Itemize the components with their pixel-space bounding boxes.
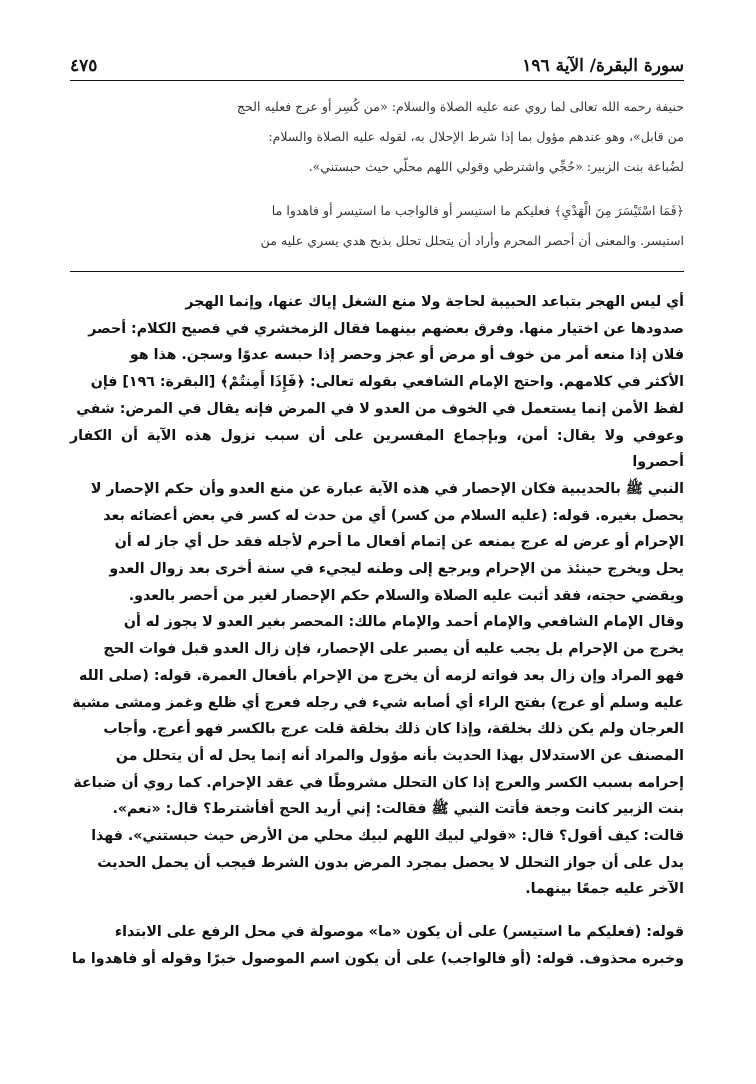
keyword-qawluhu: قوله: (552, 507, 591, 524)
upper-line: من قابل»، وهو عندهم مؤول بما إذا شرط الإحلال به، لقوله عليه الصلاة والسلام: (268, 129, 684, 144)
text-line: يخرج من الإحرام بل يجب عليه أن يصبر على الإحصار، فإن زال العدو قبل فوات الحج (103, 641, 684, 658)
page-number: ٤٧٥ (70, 56, 98, 76)
running-title: سورة البقرة/ الآية ١٩٦ (522, 56, 684, 76)
text-line: يدل على أن جواز التحلل لا يحصل بمجرد المرض بدون الشرط فيجب أن يحمل الحديث (97, 854, 684, 871)
text-line: يحصل بغيره. قوله: (عليه السلام من كسر) أي من حدث له كسر في بعض أعضائه بعد (103, 507, 684, 524)
text-line: النبي ﷺ بالحديبية فكان الإحصار في هذه الآية عبارة عن منع العدو وأن حكم الإحصار لا (90, 480, 684, 497)
upper-line: لضُباعة بنت الزبير: «حُجِّي واشترطي وقولي اللهم محلّي حيث حبستني». (308, 159, 684, 174)
text-line: أي ليس الهجر بتباعد الحبيبة لحاجة ولا منع الشغل إياك عنها، وإنما الهجر (185, 294, 684, 310)
text-line: فلان إذا منعه أمر من خوف أو مرض أو عجز وحصر إذا حبسه عدوًا وسجن. هذا هو (129, 347, 684, 364)
upper-text-block (70, 92, 684, 256)
page-header (70, 46, 684, 76)
text-line: صدودها عن اختيار منها. وفرق بعضهم بينهما فقال الزمخشري في فصيح الكلام: أحصر (88, 320, 684, 337)
keyword-qawluhu: قوله: (646, 924, 684, 941)
text-line: قالت: كيف أقول؟ قال: «قولي لبيك اللهم لبيك محلي من الأرض حيث حبستني». فهذا (91, 828, 684, 845)
text-line: لفظ الأمن إنما يستعمل في الخوف من العدو لا في المرض فإنه يقال في المرض: شفي (76, 400, 684, 417)
text-line: وعوفي ولا يقال: أمن، وبإجماع المفسرين على أن سبب نزول هذه الآية أن الكفار أحصروا (70, 427, 684, 471)
text-line: ويقضي حجته، فقد أثبت عليه الصلاة والسلام حكم الإحصار لغير من أحصر بالعدو. (128, 587, 684, 604)
keyword-qawluhu: قوله: (153, 667, 192, 684)
text-line: وقال الإمام الشافعي والإمام أحمد والإمام مالك: المحصر بغير العدو لا يجوز له أن (123, 614, 684, 631)
section-divider (70, 271, 684, 272)
text-line: يحل ويخرج حينئذ من الإحرام ويرجع إلى وطنه ليجيء في سنة أخرى بعد زوال العدو (109, 561, 684, 578)
text-line: الآخر عليه جمعًا بينهما. (525, 881, 684, 898)
text-line: بنت الزبير كانت وجعة فأتت النبي ﷺ فقالت: إني أريد الحج أفأشترط؟ قال: «نعم». (112, 801, 684, 818)
text-line: عليه وسلم أو عرج) بفتح الراء أي أصابه شيء في رجله فعرج أي ظلع وغمز ومشى مشية (72, 694, 684, 711)
upper-line: استيسر. والمعنى أن أحصر المحرم وأراد أن يتحلل تحلل بذبح هدي يسري عليه من (260, 233, 684, 248)
text-line: وخبره محذوف. قوله: (أو فالواجب) على أن يكون اسم الموصول خبرًا وقوله أو فاهدوا ما (71, 950, 684, 967)
header-rule (70, 80, 684, 81)
text-line: فهو المراد وإن زال بعد فواته لزمه أن يخرج من الإحرام بأفعال العمرة. قوله: (صلى الله (78, 667, 684, 684)
upper-line: حنيفة رحمه الله تعالى لما روي عنه عليه الصلاة والسلام: «من كُسِر أو عرج فعليه الحج (236, 99, 684, 114)
text-line: الأكثر في كلامهم. واحتج الإمام الشافعي بقوله تعالى: ﴿فَإِذَا أَمِنتُمْ﴾ [البقرة: ١٩٦] فإن (90, 374, 684, 391)
text-line: إحرامه بسبب الكسر والعرج إذا كان التحلل مشروطًا في عقد الإحرام. كما روي أن ضباعة (73, 774, 684, 791)
upper-line: ﴿فَمَا اسْتَيْسَرَ مِنَ الْهَدْيِ﴾ فعليكم ما استيسر أو فالواجب ما استيسر أو فاهدوا ما (271, 203, 684, 218)
commentary-text-block (70, 289, 684, 973)
keyword-qawluhu: قوله: (536, 950, 575, 967)
text-line: المصنف عن الاستدلال بهذا الحديث بأنه مؤول والمراد أنه إنما يحل له أن يتحلل من (115, 747, 684, 764)
text-line: العرجان ولم يكن ذلك بخلقة، وإذا كان ذلك بخلقة قلت عرج بالكسر فهو أعرج. وأجاب (103, 721, 684, 738)
text-line: الإحرام أو عرض له عرج يمنعه عن إتمام أفعال ما أحرم لأجله فقد حل أي جاز له أن (114, 534, 684, 551)
text-line: قوله: (فعليكم ما استيسر) على أن يكون «ما» موصولة في محل الرفع على الابتداء (114, 924, 684, 941)
